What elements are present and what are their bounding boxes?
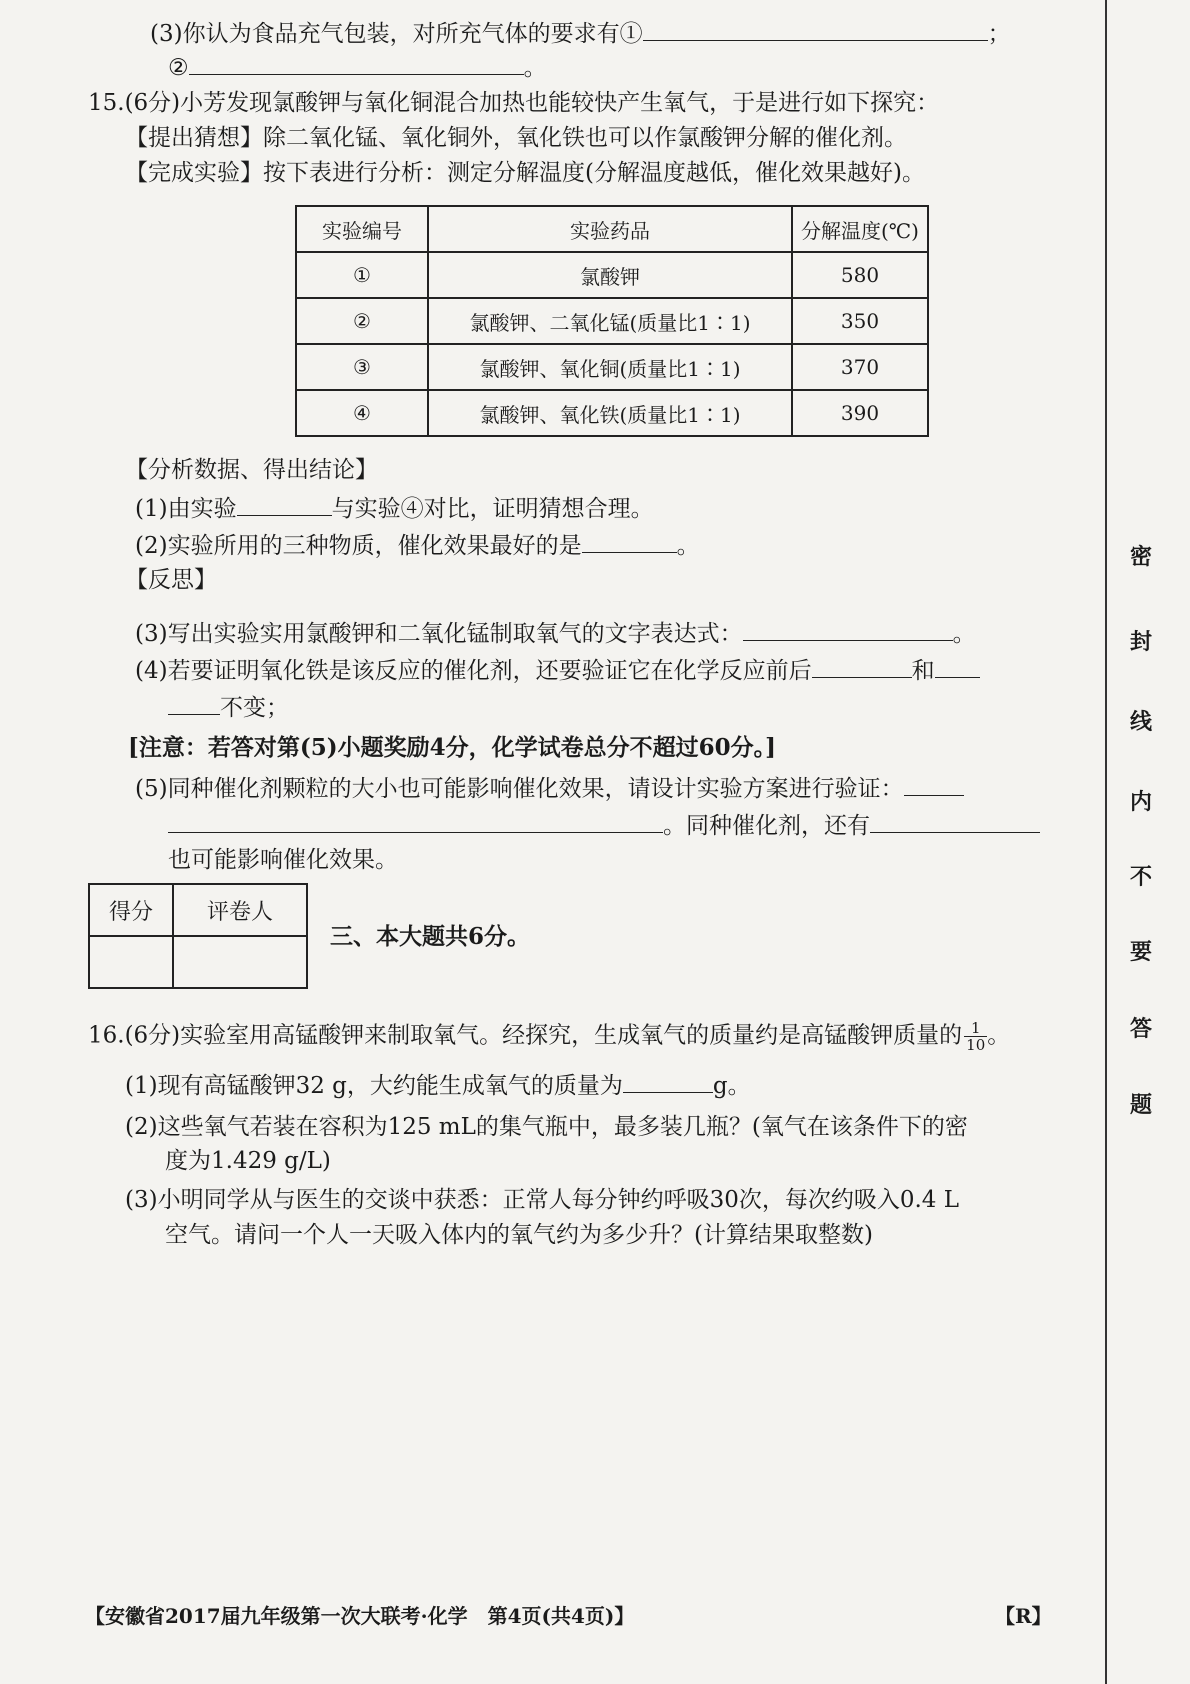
seal-char: 封 — [1129, 629, 1152, 655]
q15-part4-mid: 和 — [911, 658, 935, 684]
table-cell: 370 — [792, 344, 928, 390]
q15-part3-post: 。 — [952, 621, 976, 647]
answer-blank[interactable] — [643, 18, 988, 41]
table-row — [296, 344, 928, 390]
table-cell: 氯酸钾、二氧化锰(质量比1∶1) — [428, 298, 792, 344]
punct: ； — [987, 21, 1011, 47]
table-header: 实验编号 — [296, 206, 428, 252]
table-row — [296, 252, 928, 298]
table-cell: 390 — [792, 390, 928, 436]
table-cell: ① — [296, 252, 428, 298]
q15-part2-post: 。 — [676, 533, 700, 559]
page-footer: 【安徽省2017届九年级第一次大联考·化学 第4页(共4页)】 — [85, 1604, 635, 1628]
fraction-denominator: 10 — [966, 1036, 986, 1054]
score-label: 得分 — [89, 884, 173, 936]
q15-part5-end: 也可能影响催化效果。 — [168, 847, 398, 873]
answer-blank[interactable] — [812, 655, 912, 678]
q15-part5-cont — [168, 810, 1040, 841]
answer-blank[interactable] — [582, 530, 677, 553]
q15-part4 — [135, 655, 980, 686]
q16-part1 — [125, 1070, 751, 1101]
q15-part4-cont — [168, 692, 289, 723]
seal-char: 密 — [1129, 544, 1152, 570]
seal-char: 线 — [1129, 709, 1152, 735]
q15-part3-pre: (3)写出实验实用氯酸钾和二氧化锰制取氧气的文字表达式： — [135, 621, 743, 647]
table-header-row — [296, 206, 928, 252]
answer-blank[interactable] — [189, 52, 524, 75]
table-header: 分解温度(℃) — [792, 206, 928, 252]
answer-blank[interactable] — [935, 655, 980, 678]
q15-part5 — [135, 773, 964, 804]
q16-part3-line2: 空气。请问一个人一天吸入体内的氧气约为多少升？(计算结果取整数) — [165, 1222, 873, 1248]
table-cell: 氯酸钾、氧化铜(质量比1∶1) — [428, 344, 792, 390]
answer-blank[interactable] — [237, 493, 332, 516]
q14-3-line2 — [168, 52, 547, 83]
reflect-title: 【反思】 — [125, 567, 217, 593]
table-cell: 350 — [792, 298, 928, 344]
punct: 。 — [523, 55, 547, 81]
q16-part3-line1: (3)小明同学从与医生的交谈中获悉：正常人每分钟约呼吸30次，每次约吸入0.4 L — [125, 1187, 960, 1213]
q14-3-text: (3)你认为食品充气包装，对所充气体的要求有① — [150, 21, 643, 47]
answer-blank[interactable] — [168, 810, 663, 833]
q15-part1-pre: (1)由实验 — [135, 496, 237, 522]
fraction-numerator: 1 — [964, 1020, 987, 1037]
score-box — [88, 883, 308, 989]
table-cell: ④ — [296, 390, 428, 436]
q15-guess: 【提出猜想】除二氧化锰、氧化铜外，氧化铁也可以作氯酸钾分解的催化剂。 — [125, 125, 907, 151]
q14-3-item2: ② — [168, 55, 189, 81]
experiment-table — [295, 205, 929, 437]
seal-char: 要 — [1129, 939, 1152, 965]
section-3-title: 三、本大题共6分。 — [330, 923, 531, 950]
seal-char: 不 — [1129, 864, 1152, 890]
q15-experiment: 【完成实验】按下表进行分析：测定分解温度(分解温度越低，催化效果越好)。 — [125, 160, 925, 186]
q15-part2-pre: (2)实验所用的三种物质，催化效果最好的是 — [135, 533, 582, 559]
q15-part5-pre: (5)同种催化剂颗粒的大小也可能影响催化效果，请设计实验方案进行验证： — [135, 776, 904, 802]
fraction — [964, 1020, 987, 1053]
q15-part4-post: 不变； — [220, 695, 289, 721]
seal-char: 内 — [1129, 789, 1152, 815]
answer-blank[interactable] — [904, 773, 964, 796]
grader-cell[interactable] — [173, 936, 307, 988]
seal-char: 答 — [1129, 1016, 1152, 1042]
seal-line-margin — [1105, 0, 1177, 1684]
punct: 。 — [987, 1022, 1011, 1049]
version-tag: 【R】 — [995, 1604, 1052, 1628]
q16-header-text: 16.(6分)实验室用高锰酸钾来制取氧气。经探究，生成氧气的质量约是高锰酸钾质量的 — [88, 1022, 963, 1049]
seal-char: 题 — [1129, 1092, 1152, 1118]
table-row — [296, 390, 928, 436]
table-cell: ③ — [296, 344, 428, 390]
q16-header — [88, 1020, 1010, 1053]
answer-blank[interactable] — [623, 1070, 713, 1093]
answer-blank[interactable] — [743, 618, 953, 641]
q15-part1 — [135, 493, 654, 524]
q16-part1-post: g。 — [712, 1073, 751, 1099]
q15-part4-pre: (4)若要证明氧化铁是该反应的催化剂，还要验证它在化学反应前后 — [135, 658, 812, 684]
q15-part2 — [135, 530, 700, 561]
table-cell: ② — [296, 298, 428, 344]
q15-part5-mid: 。同种催化剂，还有 — [663, 813, 870, 839]
table-cell: 氯酸钾、氧化铁(质量比1∶1) — [428, 390, 792, 436]
score-cell[interactable] — [89, 936, 173, 988]
bonus-note: [注意：若答对第(5)小题奖励4分，化学试卷总分不超过60分。] — [128, 734, 777, 761]
analysis-title: 【分析数据、得出结论】 — [125, 457, 378, 483]
answer-blank[interactable] — [168, 692, 220, 715]
q16-part1-pre: (1)现有高锰酸钾32 g，大约能生成氧气的质量为 — [125, 1073, 623, 1099]
q15-part1-post: 与实验④对比，证明猜想合理。 — [331, 496, 654, 522]
q15-header: 15.(6分)小芳发现氯酸钾与氧化铜混合加热也能较快产生氧气，于是进行如下探究： — [88, 90, 940, 116]
answer-blank[interactable] — [870, 810, 1040, 833]
grader-label: 评卷人 — [173, 884, 307, 936]
table-cell: 氯酸钾 — [428, 252, 792, 298]
q16-part2-line1: (2)这些氧气若装在容积为125 mL的集气瓶中，最多装几瓶？(氧气在该条件下的密 — [125, 1114, 968, 1140]
q15-part3 — [135, 618, 976, 649]
table-cell: 580 — [792, 252, 928, 298]
table-header: 实验药品 — [428, 206, 792, 252]
table-row — [296, 298, 928, 344]
q14-3-line1 — [150, 18, 1011, 49]
q16-part2-line2: 度为1.429 g/L) — [165, 1148, 331, 1174]
